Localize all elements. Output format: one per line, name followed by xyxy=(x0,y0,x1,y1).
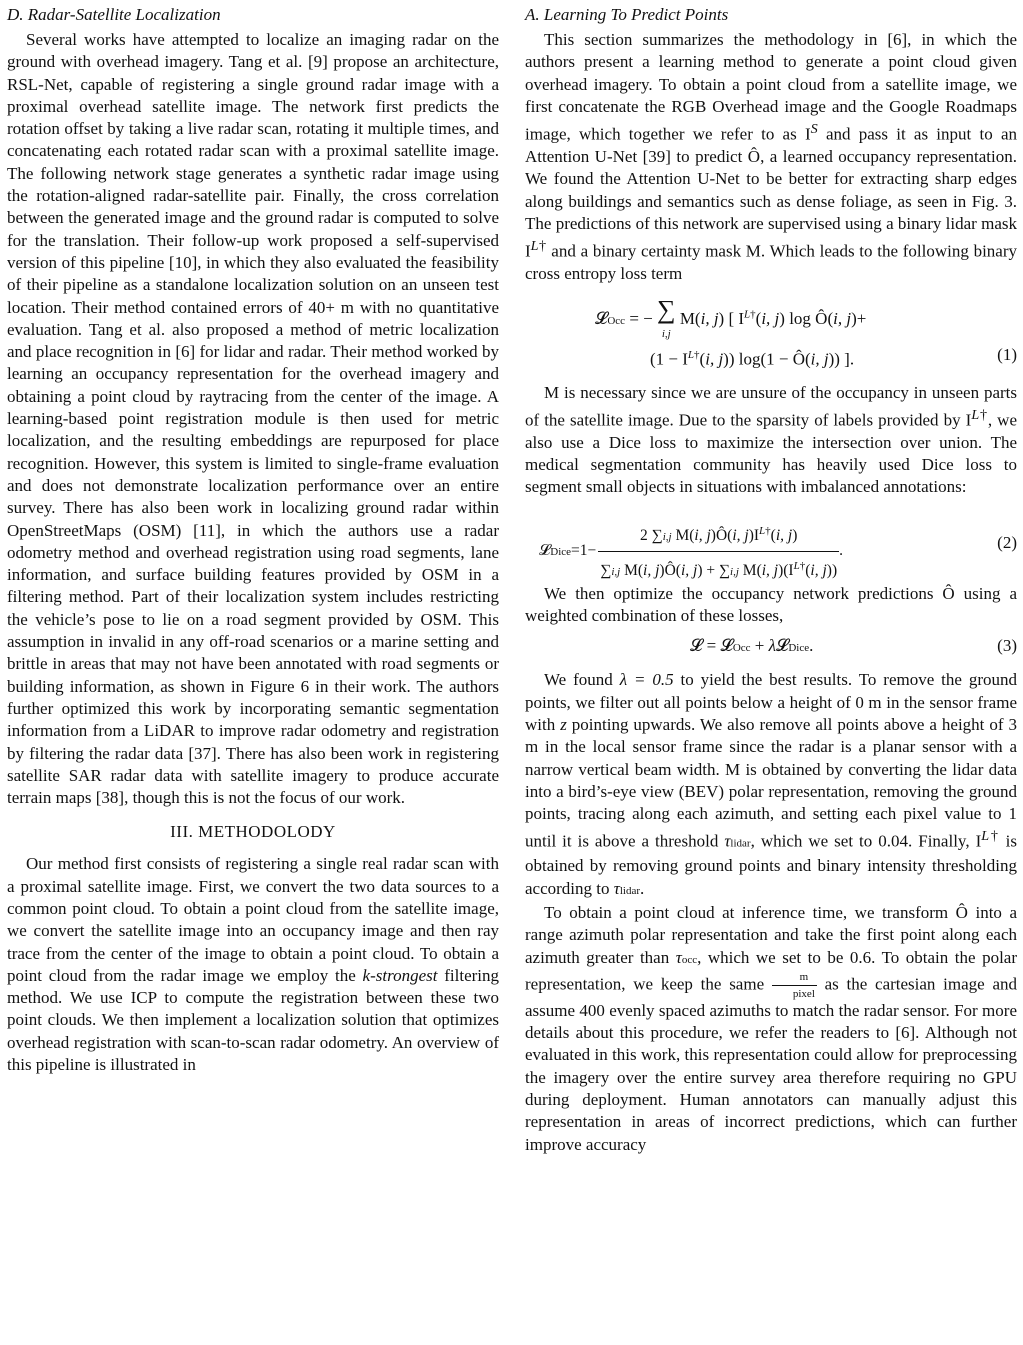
text-run: filtering method. We use ICP to compute the registration between these two point clouds. We then implement a localization solution that optimizes overhead registration with scan-to-scan radar odometry. An overview of this pipeline is illustrated in xyxy=(7,965,500,1075)
equation-dice-loss: 𝓛Dice=1− $\frac{2 \sum i,j M(i, j)Ô(i, j)I^{L\dagger}(i, j)}{\sum i,j M(i, j)Ô(i, j) + \sum i,j M(i, j)(I^{L\dagger}(i, j))}$ . (2) xyxy=(525,515,1017,571)
text-run: to yield the best results. To remove the ground points, we filter out all points below a height of 0 m in the sensor frame with xyxy=(525,670,1018,734)
paragraph-dice-motivation: M is necessary since we are unsure of the occupancy in unseen parts of the satellite image. Due to the sparsity of labels provided by $I^{L\dagger}$, we also use a Dice loss to maximize the intersection over union. The medical segmentation community has heavily used Dice loss to segment small objects in situations with imbalanced annotations: xyxy=(525,382,1017,497)
paragraph-ground-filtering: We found λ = 0.5 to yield the best results. To remove the ground points, we filter out all points below a height of 0 m in the sensor frame with z pointing upwards. We also remove all points above a height of 3 m in the local sensor frame since the radar is a planar sensor with a narrow vertical beam width. M is obtained by converting the lidar data into a bird’s-eye view (BEV) polar representation, removing the ground points, tracing along each azimuth, and setting each pixel value to 1 until it is above a threshold τlidar, which we set to 0.04. Finally, $I^{L\dagger}$ is obtained by removing ground points and binary intensity thresholding according to τlidar. xyxy=(525,670,1018,898)
fraction-m-per-pixel: $\frac{m}{\text{pixel}}$ xyxy=(772,971,817,1000)
equation-number: (3) xyxy=(997,636,1017,656)
text-run: To obtain a point cloud at inference time, we transform Ô into a range azimuth polar representation and take the first point along each azimuth greater than xyxy=(525,902,1017,967)
text-run: , we also use a Dice loss to maximize the intersection over union. The medical segmentation community has heavily used Dice loss to segment small objects in situations with imbalanced annotations: xyxy=(525,410,1017,497)
text-run: and pass it as input to an Attention U-Net [39] to predict xyxy=(525,124,1017,167)
text-run: , which we set to 0.04. Finally, xyxy=(750,832,976,852)
left-column xyxy=(7,4,499,1076)
text-run: M is necessary since we are unsure of the occupancy in unseen parts of the satellite image. Due to the sparsity of labels provided by xyxy=(525,382,1017,430)
section-title-methodology: III. METHODOLODY xyxy=(170,822,336,842)
paragraph-weighted-combination: We then optimize the occupancy network predictions Ô using a weighted combination of these losses, xyxy=(525,583,1017,626)
math-sup: S xyxy=(810,121,818,138)
math-z: z xyxy=(560,714,567,734)
text-run: . xyxy=(640,878,645,898)
paragraph-methodology-overview xyxy=(7,853,499,1076)
equation-total-loss: 𝓛 = 𝓛Occ + λ𝓛Dice. (3) xyxy=(525,634,1017,660)
text-run: and a binary certainty mask M. Which leads to the following binary cross entropy loss term xyxy=(525,241,1017,284)
math-sup: L† xyxy=(971,406,988,423)
equation-number: (1) xyxy=(997,344,1017,364)
paragraph-related-work: Several works have attempted to localize an imaging radar on the ground with overhead imagery. Tang et al. [9] propose an architecture, RSL-Net, capable of registering a single ground radar image with a proximal overhead satellite image. The network first predicts the rotation offset by taking a live radar scan, rotating it multiple times, and concatenating each rotated radar scan with a proximal satellite image. The following network stage generates a synthetic radar image using the rotation-aligned radar-satellite pair. Finally, the cross correlation between the generated image and the ground radar is computed to solve for the translation. Their follow-up work proposed a self-supervised version of this pipeline [10], in which they also evaluated the feasibility of their pipeline as a standalone localization solution on an unseen test location. Their method contained errors of 40+ m with no quantitative evaluation. Tang et al. also proposed a method of metric localization and place recognition in [6] for lidar and radar. Their method worked by learning an occupancy representation for the overhead imagery and obtaining a point cloud by raytracing from the center of the image. A learning-based point registration module is then used for metric localization, and the resulting embeddings are repurposed for place recognition. However, this system is limited to single-frame evaluation and does not demonstrate localization performance over an entire survey. There has also been work in localizing ground radar within OpenStreetMaps (OSM) [11], in which the authors use a radar odometry method and overhead registration using road segments, lane information, and surface building features provided by OSM in a filtering method. Part of their localization system includes restricting the vehicle’s pose to lie on a road segment provided by OSM. This assumption in invalid in any off-road scenarios or a marine setting and brittle in areas that may not have been annotated with road segments or building information, as shown in Figure 6 in their work. The authors further optimized this work by incorporating semantic segmentation information from a LiDAR to improve radar odometry and registration by filtering the radar data [37]. There has also been work in registering satellite SAR radar data with satellite imagery to produce accurate terrain maps [38], though this is not the focus of our work. xyxy=(7,30,499,808)
right-column xyxy=(525,4,1017,1156)
math-sup: L† xyxy=(530,238,547,255)
text-run: We found xyxy=(544,670,620,690)
subsection-title-radar-satellite-localization: D. Radar-Satellite Localization xyxy=(7,5,221,24)
paragraph-learning-method: This section summarizes the methodology in [6], in which the authors present a learning method to generate a point cloud given overhead imagery. To obtain a point cloud from a satellite image, we first concatenate the RGB Overhead image and the Google Roadmaps image, which together we refer to as $I^S$ and pass it as input to an Attention U-Net [39] to predict Ô, a learned occupancy representation. We found the Attention U-Net to be better for extracting sharp edges along buildings and semantics such as dense foliage, as seen in Fig. 3. The predictions of this network are supervised using a binary lidar mask $I^{L\dagger}$ and a binary certainty mask M. Which leads to the following binary cross entropy loss term xyxy=(525,30,1017,284)
equation-number: (2) xyxy=(997,532,1017,552)
text-run: as the cartesian image and assume 400 evenly spaced azimuths to match the radar sensor. For more details about this procedure, we refer the readers to [6]. Although not evaluated in this work, this representation could allow for preprocessing the imagery over the entire survey area therefore requiring no GPU during deployment. Human annotators can manually adjust this representation in areas of incorrect predictions, which can further improve accuracy xyxy=(525,974,1018,1154)
text-run: is obtained by removing ground points and binary intensity thresholding according to xyxy=(525,832,1018,898)
subsection-title-learning-to-predict-points: A. Learning To Predict Points xyxy=(525,5,729,24)
equation-occupancy-loss: 𝓛Occ = − ∑ i,j M(i, j) [ $I^{L\dagger}(i$, j) log Ô(i, j)+ ($1 - I^{L\dagger}(i$, j)) log(1 − Ô(i, j)) ]. (1) xyxy=(595,294,1017,369)
text-run: Our method first consists of registering a single real radar scan with a proximal satellite image. First, we convert the two data sources to a common point cloud. To obtain a point cloud from the satellite image, we convert the satellite image into an occupancy image and then ray trace from the center of the image to obtain a point cloud. To obtain a point cloud from the radar image we employ the xyxy=(7,854,499,985)
math-lambda: λ = 0.5 xyxy=(619,670,674,690)
text-run: , a learned occupancy representation. We found the Attention U-Net to be better for extracting sharp edges along buildings and semantics such as dense foliage, as seen in Fig. 3. The predictions of this network are supervised using a binary lidar mask xyxy=(525,147,1017,234)
paragraph-inference: To obtain a point cloud at inference time, we transform Ô into a range azimuth polar representation and take the first point along each azimuth greater than τocc, which we set to be 0.6. To obtain the polar representation, we keep the same $\frac{m}{\text{pixel}}$ as the cartesian image and assume 400 evenly spaced azimuths to match the radar sensor. For more details about this procedure, we refer the readers to [6]. Although not evaluated in this work, this representation could allow for preprocessing the imagery over the entire survey area therefore requiring no GPU during deployment. Human annotators can manually adjust this representation in areas of incorrect predictions, which can further improve accuracy xyxy=(525,902,1018,1154)
text-run: pointing upwards. We also remove all points above a height of 3 m in the local sensor frame since the radar is a planar sensor with a narrow vertical beam width. M is obtained by converting the lidar data into a bird’s-eye view (BEV) polar representation, removing the ground points, tracing along each azimuth, and setting each pixel value to 1 until it is above a threshold xyxy=(525,714,1017,852)
text-run: , which we set to be 0.6. To obtain the polar representation, we keep the same xyxy=(525,947,1017,994)
emphasis-k-strongest: k-strongest xyxy=(362,965,438,985)
math-sup: L† xyxy=(981,828,1000,845)
text-run: This section summarizes the methodology in [6], in which the authors present a learning method to generate a point cloud given overhead imagery. To obtain a point cloud from a satellite image, we first concatenate the RGB Overhead image and the Google Roadmaps image, which together we refer to as xyxy=(525,30,1017,144)
